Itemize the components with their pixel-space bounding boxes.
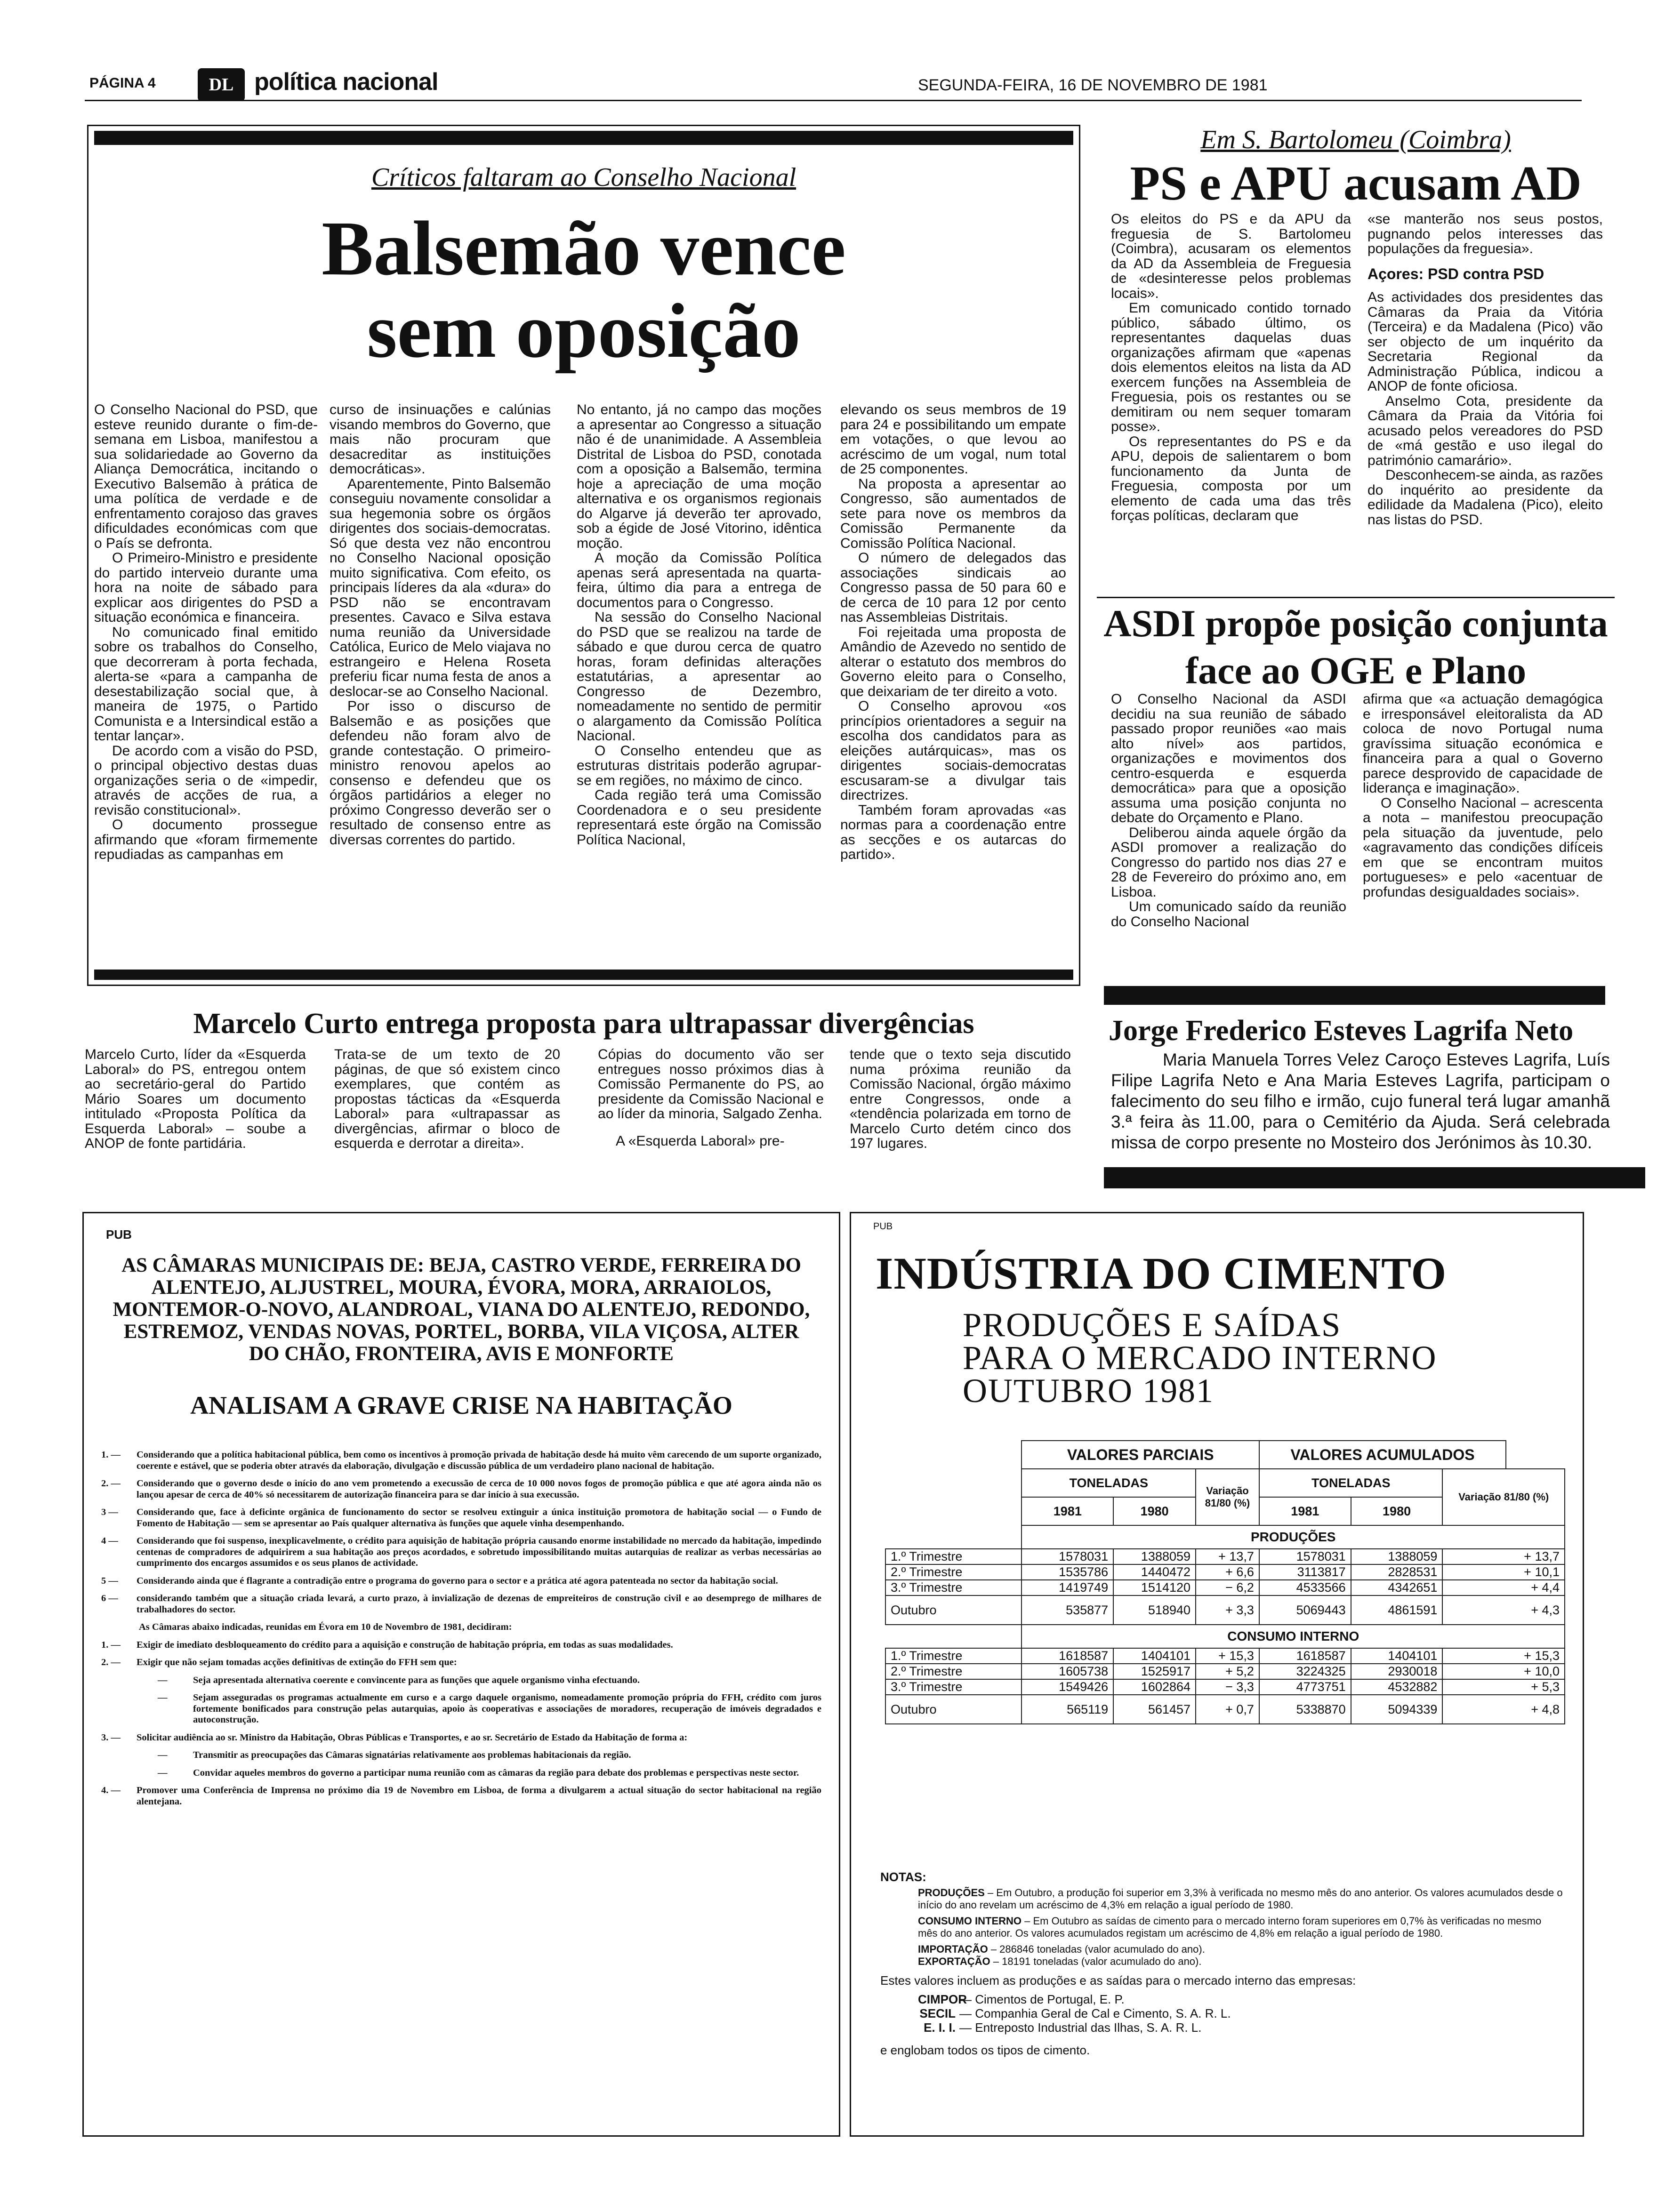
paragraph: O Conselho Nacional – acrescenta a nota – manifestou preocupação pela situação da juventude, pelo «agravamento das condições difíceis em que se encontram muitos portugueses» e pelo «acentuar de profundas desigualdades sociais». [1363,795,1603,900]
consideration-item: 1. — Considerando que a política habitacional pública, bem como os incentivos à promoção privada de habitação desde há muito vêm carecendo de um suporte organizado, coerente e estável, que se poderia obter através da elaboração, divulgação e discussão pública de um verdadeiro plano nacional de habitação. [101,1450,821,1471]
paragraph: Também foram aprovadas «as normas para a coordenação entre as secções e os autarcas do partido». [840,802,1066,862]
note-production: PRODUÇÕES – Em Outubro, a produção foi superior em 3,3% à verificada no mesmo mês do ano anterior. Os valores acumulados desde o início do ano revelam um acréscimo de 4,3% em relação a igual período de 1980. [918,1887,1563,1911]
aside1-column-2 [1367,212,1603,527]
decision-item: 3. — Solicitar audiência ao sr. Ministro da Habitação, Obras Públicas e Transportes, e ao sr. Secretário de Estado da Habitação de forma a: [101,1732,688,1743]
aside2-column-2 [1363,692,1603,899]
table-row: Outubro 535877 518940 + 3,3 5069443 4861591 + 4,3 [885,1595,1565,1625]
housing-ad-subhead: ANALISAM A GRAVE CRISE NA HABITAÇÃO [190,1391,732,1419]
table-row: 3.º Trimestre 1419749 1514120 − 6,2 4533566 4342651 + 4,4 [885,1580,1565,1595]
lead-column-3 [577,402,821,847]
paragraph: O número de delegados das associações sindicais ao Congresso passa de 50 para 60 e de cerca de 10 para 12 por cento nas Assembleias Distritais. [840,550,1066,625]
obituary-title: Jorge Frederico Esteves Lagrifa Neto [1109,1015,1574,1047]
notes-label: NOTAS: [880,1870,926,1884]
company-item: CIMPOR— Cimentos de Portugal, E. P. [918,1992,1125,2006]
page-number: PÁGINA 4 [89,75,156,91]
company-item: E. I. I. — Entreposto Industrial das Ilhas, S. A. R. L. [924,2020,1202,2035]
paragraph: curso de insinuações e calúnias visando membros do Governo, que mais não procuram que desacreditar as instituições democráticas». [330,402,551,477]
cement-ad-tag: PUB [873,1221,893,1232]
curto-headline: Marcelo Curto entrega proposta para ultrapassar divergências [193,1008,974,1040]
note-consumption: CONSUMO INTERNO – Em Outubro as saídas de cimento para o mercado interno foram superiores em 0,7% às verificadas no mesmo mês do ano anterior. Os valores acumulados registam um acréscimo de 4,8% em relação a igual período de 1980. [918,1915,1542,1939]
table-row: 3.º Trimestre 1549426 1602864 − 3,3 4773751 4532882 + 5,3 [885,1679,1565,1695]
aside1-kicker: Em S. Bartolomeu (Coimbra) [1200,125,1511,154]
production-rows [885,1549,1565,1625]
paragraph: O documento prossegue afirmando que «foram firmemente repudiadas as campanhas em [94,817,318,862]
header-cumulative: VALORES ACUMULADOS [1259,1441,1506,1469]
housing-ad-body [101,1450,821,1814]
lead-column-1 [94,402,318,862]
consideration-item: 6 — considerando também que a situação criada levará, a curto prazo, à invialização de dezenas de empreiteiros de construção civil e ao desemprego de milhares de trabalhadores do sector. [101,1593,821,1615]
cement-subtitle-1: PRODUÇÕES E SAÍDAS [963,1306,1342,1344]
paragraph: As actividades dos presidentes das Câmaras da Praia da Vitória (Terceira) e da Madalena (Pico) vão ser objecto de um inquérito da Secretaria Regional da Administração Pública, indicou a ANOP de fonte oficiosa. [1367,289,1603,394]
paragraph: Na sessão do Conselho Nacional do PSD que se realizou na tarde de sábado e que durou cerca de quatro horas, foram definidas alterações estatutárias, a apresentar ao Congresso de Dezembro, nomeadamente no sentido de permitir o alargamento da Comissão Política Nacional. [577,609,821,744]
lead-bottom-bar [94,970,1073,980]
aside2-headline-line2: face ao OGE e Plano [1185,649,1527,692]
paragraph: Os representantes do PS e da APU, depois de salientarem o bom funcionamento da Junta de Freguesia, composta por um elemento de cada uma das três forças políticas, declaram que [1111,433,1351,523]
paragraph: Anselmo Cota, presidente da Câmara da Praia da Vitória foi acusado pelos vereadores do PSD de «má gestão e uso ilegal do património camarário». [1367,393,1603,468]
paragraph: No comunicado final emitido sobre os trabalhos do Conselho, que decorreram à porta fechada, alerta-se «para a campanha de desestabilização social que, à maneira de 1975, o Partido Comunista e a Intersindical estão a tentar lançar». [94,624,318,744]
table-row: 1.º Trimestre 1578031 1388059 + 13,7 1578031 1388059 + 13,7 [885,1549,1565,1564]
paragraph: afirma que «a actuação demagógica e irresponsável eleitoralista da AD coloca de novo Portugal numa gravíssima situação económica e financeira para a qual o Governo parece desprovido de capacidade de liderança e imaginação». [1363,691,1603,796]
paragraph: Aparentemente, Pinto Balsemão conseguiu novamente consolidar a sua hegemonia sobre os órgãos dirigentes dos sociais-democratas. Só que desta vez não encontrou no Conselho Nacional oposição muito significativa. Com efeito, os principais líderes da ala «dura» do PSD não se encontravam presentes. Cavaco e Silva estava numa reunião da Universidade Católica, Eurico de Melo viajava no estrangeiro e Helena Roseta preferiu ficar numa festa de anos a deslocar-se ao Conselho Nacional. [330,476,551,699]
aside2-headline [1097,600,1615,694]
housing-ad-headline: AS CÂMARAS MUNICIPAIS DE: BEJA, CASTRO VERDE, FERREIRA DO ALENTEJO, ALJUSTREL, MOURA, ÉVORA, MORA, ARRAIOLOS, MONTEMOR-O-NOVO, ALANDROAL, VIANA DO ALENTEJO, REDONDO, ESTREMOZ, VENDAS NOVAS, PORTEL, BORBA, VILA VIÇOSA, ALTER DO CHÃO, FRONTEIRA, AVIS E MONFORTE [113,1254,810,1365]
decision-item: 1. — Exigir de imediato desbloqueamento do crédito para a aquisição e construção de habitação própria, em todas as suas modalidades. [101,1639,673,1650]
masthead-rule [85,100,1582,101]
cement-title: INDÚSTRIA DO CIMENTO [876,1248,1447,1298]
paragraph: O Conselho Nacional do PSD, que esteve reunido durante o fim-de-semana em Lisboa, manifestou a sua solidariedade ao Governo da Aliança Democrática, incitando o Executivo Balsemão à prática de uma política de verdade e de enfrentamento corajoso das graves dificuldades económicas com que o País se defronta. [94,402,318,551]
paragraph: O Conselho Nacional da ASDI decidiu na sua reunião de sábado passado propor reuniões «ao mais alto nível» aos partidos, organizações e movimentos dos centro-esquerda e esquerda democrática» para que a oposição assuma uma posição conjunta no debate do Orçamento e Plano. [1111,691,1346,825]
cement-subtitle-3: OUTUBRO 1981 [963,1372,1215,1410]
logo: DL [198,68,245,101]
paragraph: Em comunicado contido tornado público, sábado último, os representantes daquelas duas organizações afirmam que «apenas dois elementos eleitos na lista da AD exercem funções na Assembleia de Freguesia, pois os restantes ou se demitiram ou nem sequer tomaram posse». [1111,300,1351,434]
section-consumption: CONSUMO INTERNO [1022,1625,1565,1648]
aside1-column-1 [1111,212,1351,523]
consideration-item: 2. — Considerando que o governo desde o início do ano vem prometendo a execussão de cerca de 10 000 novos fogos de promoção pública e que até agora ainda não os lançou apesar de cerca de 40% só necessitarem de autorização financeira para se dar início à sua execussão. [101,1478,821,1500]
paragraph: Desconhecem-se ainda, as razões do inquérito ao presidente da edilidade da Madalena (Pico), eleito nas listas do PSD. [1367,467,1603,528]
lead-headline-line1: Balsemão vence [322,205,846,291]
note-import: IMPORTAÇÃO – 286846 toneladas (valor acumulado do ano). [918,1943,1205,1955]
masthead [89,68,1586,99]
closing-note: e englobam todos os tipos de cimento. [880,2043,1090,2057]
paragraph: O Primeiro-Ministro e presidente do partido interveio durante uma hora na noite de sábado para explicar aos dirigentes do PSD a situação económica e financeira. [94,550,318,625]
paragraph: No entanto, já no campo das moções a apresentar ao Congresso a situação não é de unanimidade. A Assembleia Distrital de Lisboa do PSD, conotada com a oposição a Balsemão, termina hoje a apreciação de uma moção alternativa e os organismos regionais do Algarve já deverão ter aprovado, sob a égide de José Vitorino, idêntica moção. [577,402,821,551]
cement-table: VALORES PARCIAIS VALORES ACUMULADOS TONELADAS Variação 81/80 (%) TONELADAS Variação 81/80 (%) 1981 1980 1981 1980 PRODUÇÕES 1.º Trimestre 1578031 1388059 + 13,7 1578031 1388059 + 13,7 2.º Trimestre 1535786 1440472 + 6,6 3113817 2828531 + 10,1 3.º Trimestre 1419749 1514120 − 6,2 4533566 4342651 + 4,4 Outubro 535877 518940 + 3,3 5069443 4861591 + 4,3 CONSUMO INTERNO 1.º Trimestre 1618587 1404101 + 15,3 1618587 1404101 + 15,3 2.º Trimestre 1605738 1525917 + 5,2 3224325 2930018 + 10,0 3.º Trimestre 1549426 1602864 − 3,3 4773751 4532882 + 5,3 Outubro 565119 561457 + 0,7 5338870 5094339 + 4,8 [885,1440,1565,1724]
decision-item: — Seja apresentada alternativa coerente e convincente para as funções que aquele organismo vinha efectuando. [158,1675,640,1685]
company-item: SECIL — Companhia Geral de Cal e Cimento, S. A. R. L. [919,2006,1231,2020]
consumption-rows [885,1648,1565,1724]
curto-column-1: Marcelo Curto, líder da «Esquerda Laboral» do PS, entregou ontem ao secretário-geral do Partido Mário Soares um documento intitulado «Proposta Política da Esquerda Laboral» – soube a ANOP de fonte partidária. [85,1047,306,1151]
paragraph: Os eleitos do PS e da APU da freguesia de S. Bartolomeu (Coimbra), acusaram os elementos da AD da Assembleia de Freguesia de «desinteresse pelos problemas locais». [1111,211,1351,301]
cement-subtitle [963,1306,1437,1410]
paragraph: tende que o texto seja discutido numa próxima reunião da Comissão Nacional, órgão máximo entre Congressos, onde a «tendência polarizada em torno de Marcelo Curto detém cinco dos 197 lugares. [850,1047,1071,1151]
aside2-column-1 [1111,692,1346,929]
lead-headline-line2: sem oposição [367,288,801,374]
decision-item: — Transmitir as preocupações das Câmaras signatárias relativamente aos problemas habitacionais da região. [158,1750,631,1760]
housing-ad-decisions [101,1640,821,1808]
header-partial: VALORES PARCIAIS [1022,1441,1259,1469]
paragraph: Foi rejeitada uma proposta de Amândio de Azevedo no sentido de alterar o estatuto dos membros do Governo eleito para o Conselho, que deixariam de ter direito a voto. [840,624,1066,699]
consideration-item: 4 — Considerando que foi suspenso, inexplicavelmente, o crédito para aquisição de habitação própria causando enorme instabilidade no mercado da habitação, impedindo centenas de compradores de adquirirem a sua habitação aos preços acordados, e sobretudo impossibilitando muitas autarquias de realizar as verbas necessárias ao cumprimento dos encargos assumidos e os seus planos de actividade. [101,1536,821,1568]
curto-column-4 [850,1047,1071,1151]
lead-top-bar [94,131,1073,145]
consideration-item: 3 — Considerando que, face à deficinte orgânica de funcionamento do sector se resolveu extinguir a única instituição promotora de habitação social — o Fundo de Fomento de Habitação — sem se apresentar ao País qualquer alternativa às funções que aquele vinha desempenhando. [101,1507,821,1529]
paragraph: elevando os seus membros de 19 para 24 e possibilitando um empate em votações, o que levou ao acréscimo de um vogal, num total de 25 componentes. [840,402,1066,477]
paragraph: A moção da Comissão Política apenas será apresentada na quarta-feira, último dia para a entrega de documentos para o Congresso. [577,550,821,610]
cement-subtitle-2: PARA O MERCADO INTERNO [963,1339,1437,1377]
decision-item: — Convidar aqueles membros do governo a participar numa reunião com as câmaras da região para debate dos problemas e perspectivas neste sector. [158,1767,799,1778]
page-date: SEGUNDA-FEIRA, 16 DE NOVEMBRO DE 1981 [918,76,1268,94]
aside1-rule [1097,597,1615,598]
decision-item: 4. — Promover uma Conferência de Imprensa no próximo dia 19 de Novembro em Lisboa, de forma a divulgarem a actual situação do sector habitacional na região alentejana. [101,1785,821,1807]
paragraph: O Conselho aprovou «os princípios orientadores a seguir na escolha dos candidatos para as eleições autárquicas», mas os dirigentes sociais-democratas escusaram-se a divulgar tais directrizes. [840,698,1066,803]
aside1-subhead: Açores: PSD contra PSD [1367,265,1544,282]
curto-column-2: Trata-se de um texto de 20 páginas, de que só existem cinco exemplares, que contém as propostas tácticas da «Esquerda Laboral» para «ultrapassar as divergências, afirmar o bloco de esquerda e derrotar a direita». [334,1047,560,1151]
section-productions: PRODUÇÕES [1022,1525,1565,1549]
note-export: EXPORTAÇÃO – 18191 toneladas (valor acumulado do ano). [918,1956,1202,1967]
table-row: Outubro 565119 561457 + 0,7 5338870 5094339 + 4,8 [885,1695,1565,1724]
aside2-headline-line1: ASDI propõe posição conjunta [1103,602,1608,645]
cement-notes [880,1871,1563,2056]
lead-column-2 [330,402,551,847]
table-row: 1.º Trimestre 1618587 1404101 + 15,3 1618587 1404101 + 15,3 [885,1648,1565,1664]
paragraph: De acordo com a visão do PSD, o principal objectivo destas duas organizações seria o de «impedir, através de acções de rua, a revisão constitucional». [94,743,318,818]
table-row: 2.º Trimestre 1605738 1525917 + 5,2 3224325 2930018 + 10,0 [885,1664,1565,1679]
obituary-bottom-bar [1104,1167,1645,1188]
housing-ad-intro: As Câmaras abaixo indicadas, reunidas em Évora em 10 de Novembro de 1981, decidiram: [139,1622,512,1632]
table-row: 2.º Trimestre 1535786 1440472 + 6,6 3113817 2828531 + 10,1 [885,1564,1565,1580]
paragraph: Cada região terá uma Comissão Coordenadora e o seu presidente representará este órgão na Comissão Política Nacional, [577,787,821,848]
paragraph: O Conselho entendeu que as estruturas distritais poderão agrupar-se em regiões, no máximo de cinco. [577,743,821,788]
paragraph: Deliberou ainda aquele órgão da ASDI promover a realização do Congresso do partido nos dias 27 e 28 de Fevereiro do próximo ano, em Lisboa. [1111,825,1346,900]
obituary-text: Maria Manuela Torres Velez Caroço Esteves Lagrifa, Luís Filipe Lagrifa Neto e Ana Maria Esteves Lagrifa, participam o falecimento do seu filho e irmão, cujo funeral terá lugar amanhã 3.ª feira às 11.00, para o Cemitério da Ajuda. Será celebrada missa de corpo presente no Mosteiro dos Jerónimos às 10.30. [1111,1050,1610,1152]
aside1-col2-text: «se manterão nos seus postos, pugnando pelos interesses das populações da freguesia». [1367,211,1603,256]
curto-column-3: Cópias do documento vão ser entregues nosso próximos dias à Comissão Permanente do PS, ao presidente da Comissão Nacional e ao líder da minoria, Salgado Zenha. A «Esquerda Laboral» pre- [598,1047,824,1149]
consideration-item: 5 — Considerando ainda que é flagrante a contradição entre o programa do governo para o sector e a prática até agora patenteada no sector da habitação social. [101,1575,778,1586]
aside1-headline: PS e APU acusam AD [1130,156,1582,210]
decision-item: 2. — Exigir que não sejam tomadas acções definitivas de extinção do FFH sem que: [101,1657,457,1667]
lead-headline [94,207,1073,372]
housing-ad-tag: PUB [106,1227,132,1242]
aside1-col2-body [1367,290,1603,527]
decision-item: — Sejam asseguradas os programas actualmente em curso e a cargo daquele organismo, nomeadamente promoção própria do FFH, crédito com juros fortemente bonificados para construção pelas autarquias, apoio às cooperativas e associações de moradores, recuperação de imóveis degradados e autoconstrução. [158,1692,821,1725]
housing-ad-considerations [101,1450,821,1615]
aside2-bottom-bar [1104,986,1605,1005]
paragraph: Por isso o discurso de Balsemão e as posições que defendeu não foram alvo de grande contestação. O primeiro-ministro renovou apelos ao consenso e defendeu que os órgãos partidários a eleger no próximo Congresso deverão ser o resultado de consenso entre as diversas correntes do partido. [330,698,551,848]
companies-list [880,1992,1563,2035]
lead-column-4 [840,402,1066,862]
lead-kicker: Críticos faltaram ao Conselho Nacional [371,163,796,192]
companies-intro: Estes valores incluem as produções e as saídas para o mercado interno das empresas: [880,1973,1356,1988]
paragraph: Na proposta a apresentar ao Congresso, são aumentados de sete para nove os membros da Comissão Permanente da Comissão Política Nacional. [840,476,1066,551]
section-title: política nacional [254,68,438,96]
paragraph: Um comunicado saído da reunião do Conselho Nacional [1111,899,1346,930]
